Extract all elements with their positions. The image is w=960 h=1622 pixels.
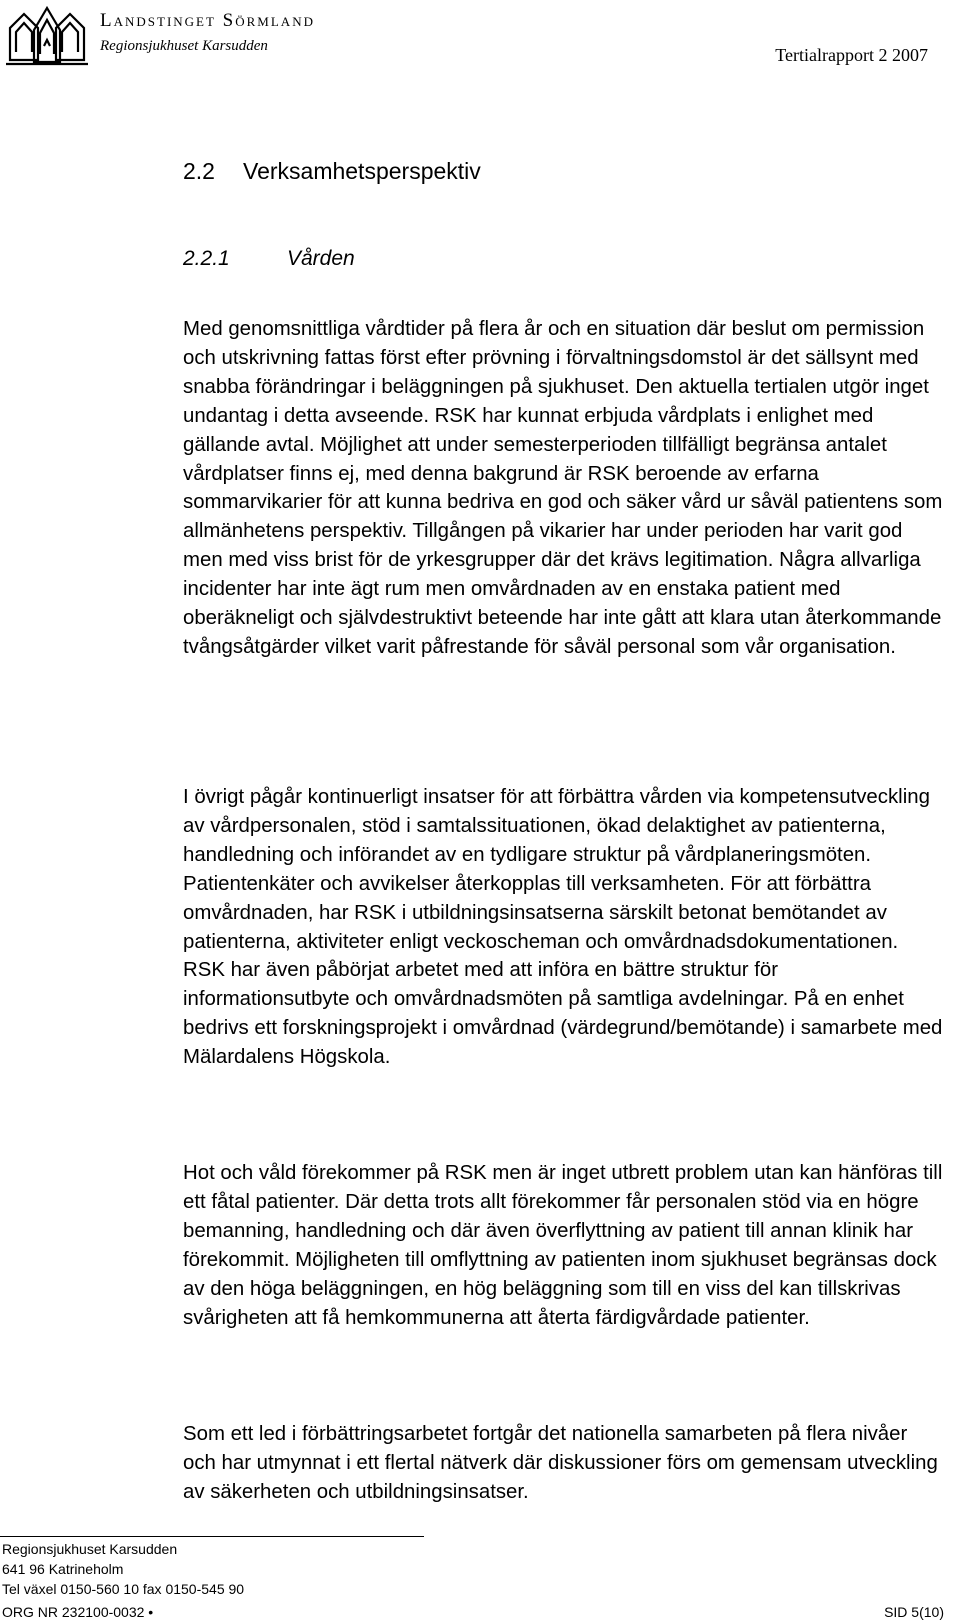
section-number: 2.2 xyxy=(183,158,215,184)
page-number: SID 5(10) xyxy=(884,1604,944,1620)
report-title: Tertialrapport 2 2007 xyxy=(775,45,928,65)
footer-name: Regionsjukhuset Karsudden xyxy=(2,1541,178,1557)
body-paragraph: Hot och våld förekommer på RSK men är inget utbrett problem utan kan hänföras till ett fåtal patienter. Där detta trots allt förekommer får personalen stöd via en högre bemanning, handledning och där även överflyttning av patient till annan klinik har förekommit. Möjligheten till omflyttning av patienten inom sjukhuset begränsas dock av den höga beläggningen, en hög beläggning som till en viss del kan tillskrivas svårigheten att få hemkommunerna att återta färdigvårdade patienter. xyxy=(183,1162,943,1329)
subsection-heading xyxy=(183,247,355,271)
section-heading xyxy=(183,158,481,185)
section-title: Verksamhetsperspektiv xyxy=(243,158,481,184)
unit-name: Regionsjukhuset Karsudden xyxy=(100,38,268,54)
subsection-title: Vården xyxy=(287,247,355,270)
footer-divider xyxy=(0,1536,424,1537)
footer-address: 641 96 Katrineholm xyxy=(2,1561,124,1577)
subsection-number: 2.2.1 xyxy=(183,247,230,270)
organization-name: Landstinget Sörmland xyxy=(100,10,315,31)
footer-phone: Tel växel 0150-560 10 fax 0150-545 90 xyxy=(2,1581,245,1597)
body-paragraph: I övrigt pågår kontinuerligt insatser för att förbättra vården via kompetensutveckling av vårdpersonalen, stöd i samtalssituationen, ökad delaktighet av patienterna, handledning och införandet av en tydligare struktur på vårdplaneringsmöten. Patientenkäter och avvikelser återkopplas till verksamheten. För att förbättra omvårdnaden, har RSK i utbildningsinsatserna särskilt betonat bemötandet av patienterna, aktiviteter enligt veckoscheman och omvårdnadsdokumentationen. RSK har även påbörjat arbetet med att införa en bättre struktur för informationsutbyte och omvårdnadsmöten på samtliga avdelningar. På en enhet bedrivs ett forskningsprojekt i omvårdnad (värdegrund/bemötande) i samarbete med Mälardalens Högskola. xyxy=(183,786,943,1069)
landstinget-logo-icon xyxy=(4,2,90,66)
body-paragraph: Med genomsnittliga vårdtider på flera år och en situation där beslut om permission och utskrivning fattas först efter prövning i förvaltningsdomstol är det sällsynt med snabba förändringar i beläggningen på sjukhuset. Den aktuella tertialen utgör inget undantag i detta avseende. RSK har kunnat erbjuda vårdplats i enlighet med gällande avtal. Möjlighet att under semesterperioden tillfälligt begränsa antalet vårdplatser finns ej, med denna bakgrund är RSK beroende av erfarna sommarvikarier för att kunna bedriva en god och säker vård ur såväl patientens som allmänhetens perspektiv. Tillgången på vikarier har under perioden har varit god men med viss brist för de yrkesgrupper där det krävs legitimation. Några allvarliga incidenter har inte ägt rum men omvårdnaden av en enstaka patient med oberäkneligt och självdestruktivt beteende har inte gått att klara utan återkommande tvångsåtgärder vilket varit påfrestande för såväl personal som vår organisation. xyxy=(183,318,943,658)
footer-org-number: ORG NR 232100-0032 • xyxy=(2,1604,154,1620)
body-paragraph: Som ett led i förbättringsarbetet fortgår det nationella samarbeten på flera nivåer och har utmynnat i ett flertal nätverk där diskussioner förs om gemensam utveckling av säkerheten och utbildningsinsatser. xyxy=(183,1423,938,1503)
